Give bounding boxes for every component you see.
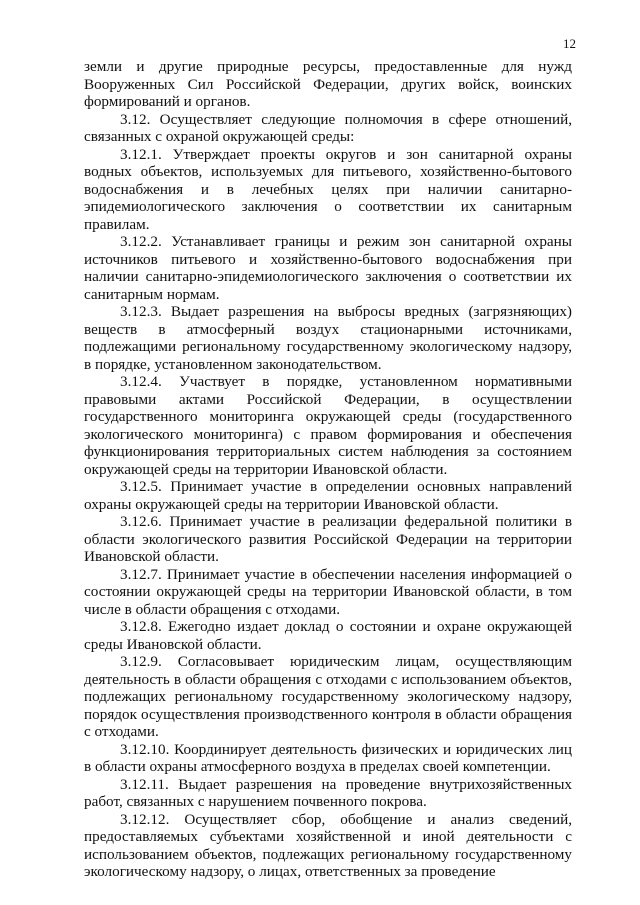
paragraph-3-12-8: 3.12.8. Ежегодно издает доклад о состоянии и охране окружающей среды Ивановской области. bbox=[84, 618, 572, 653]
paragraph-3-12-2: 3.12.2. Устанавливает границы и режим зон санитарной охраны источников питьевого и хозяйственно-бытового водоснабжения при наличии санитарно-эпидемиологического заключения о соответствии их санитарным нормам. bbox=[84, 233, 572, 303]
paragraph-3-12-1: 3.12.1. Утверждает проекты округов и зон санитарной охраны водных объектов, используемых для питьевого, хозяйственно-бытового водоснабжения и в лечебных целях при наличии санитарно-эпидемиологического заключения о соответствии их санитарным правилам. bbox=[84, 145, 572, 233]
paragraph-3-12: 3.12. Осуществляет следующие полномочия в сфере отношений, связанных с охраной окружающей среды: bbox=[84, 110, 572, 145]
paragraph-3-12-6: 3.12.6. Принимает участие в реализации федеральной политики в области экологического развития Российской Федерации на территории Ивановской области. bbox=[84, 513, 572, 565]
paragraph-3-12-5: 3.12.5. Принимает участие в определении основных направлений охраны окружающей среды на территории Ивановской области. bbox=[84, 478, 572, 513]
paragraph-3-12-4: 3.12.4. Участвует в порядке, установленном нормативными правовыми актами Российской Федерации, в осуществлении государственного мониторинга окружающей среды (государственного экологического мониторинга) с правом формирования и обеспечения функционирования территориальных систем наблюдения за состоянием окружающей среды на территории Ивановской области. bbox=[84, 373, 572, 478]
paragraph-3-12-3: 3.12.3. Выдает разрешения на выбросы вредных (загрязняющих) веществ в атмосферный воздух стационарными источниками, подлежащими региональному государственному экологическому надзору, в порядке, установленном законодательством. bbox=[84, 303, 572, 373]
paragraph-3-12-7: 3.12.7. Принимает участие в обеспечении населения информацией о состоянии окружающей среды на территории Ивановской области, в том числе в области обращения с отходами. bbox=[84, 565, 572, 618]
paragraph-3-12-9: 3.12.9. Согласовывает юридическим лицам, осуществляющим деятельность в области обращения с отходами с использованием объектов, подлежащих региональному государственному экологическому надзору, порядок осуществления производственного контроля в области обращения с отходами. bbox=[84, 653, 572, 740]
paragraph-3-12-11: 3.12.11. Выдает разрешения на проведение внутрихозяйственных работ, связанных с нарушением почвенного покрова. bbox=[84, 775, 572, 810]
page-number: 12 bbox=[563, 36, 576, 51]
paragraph-3-12-10: 3.12.10. Координирует деятельность физических и юридических лиц в области охраны атмосферного воздуха в пределах своей компетенции. bbox=[84, 740, 572, 775]
document-body bbox=[84, 58, 572, 881]
paragraph-3-12-12: 3.12.12. Осуществляет сбор, обобщение и анализ сведений, предоставляемых субъектами хозяйственной и иной деятельности с использованием объектов, подлежащих региональному государственному экологическому надзору, о лицах, ответственных за проведение bbox=[84, 810, 572, 880]
paragraph-continuation: земли и другие природные ресурсы, предоставленные для нужд Вооруженных Сил Российской Федерации, других войск, воинских формирований и органов. bbox=[84, 58, 572, 110]
